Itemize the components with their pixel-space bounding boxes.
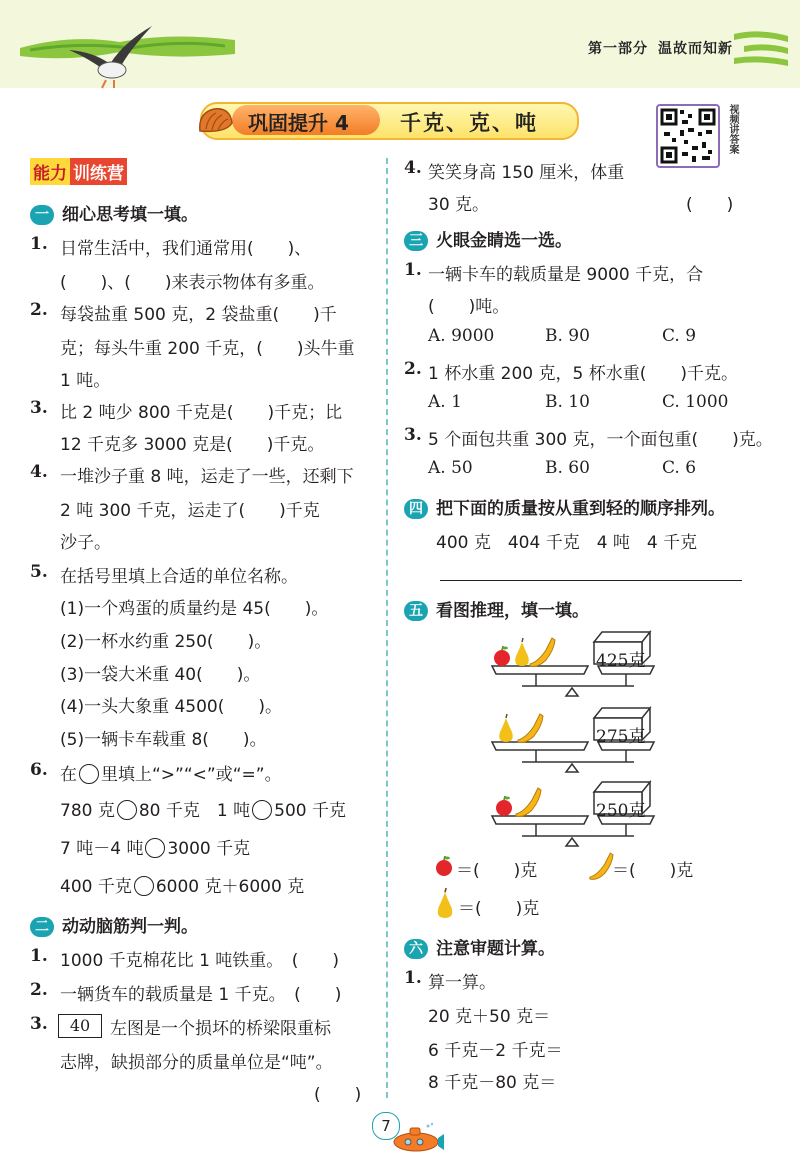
section-6-badge: 六	[404, 939, 428, 959]
choice-2-question: 1 杯水重 200 克，5 杯水重( )千克。	[428, 364, 738, 384]
section-2-title: 动动脑筋判一判。	[62, 917, 198, 937]
judge-4-line-2: 30 克。	[428, 195, 490, 215]
apple-icon	[494, 646, 510, 666]
order-answer-line[interactable]	[440, 580, 742, 581]
q5-item-5: (5)一辆卡车载重 8( )。	[60, 730, 267, 750]
section-6-title: 注意审题计算。	[436, 939, 555, 959]
j2-number: 2.	[30, 980, 48, 1000]
section-3-heading	[404, 226, 572, 251]
section-1-title: 细心思考填一填。	[62, 205, 198, 225]
qr-code-icon[interactable]	[656, 104, 720, 168]
q6-prompt	[60, 760, 282, 785]
q6-row-3-a: 400 千克	[60, 877, 132, 897]
part-label: 第一部分	[588, 41, 648, 57]
section-4-heading	[404, 494, 725, 519]
c2-number: 2.	[404, 359, 422, 379]
weight-2-label: 275克	[596, 727, 646, 747]
calc-prompt: 算一算。	[428, 973, 496, 993]
header-section-label	[588, 38, 743, 58]
q6-number: 6.	[30, 760, 48, 780]
order-items: 400 克 404 千克 4 吨 4 千克	[436, 533, 698, 553]
section-2-badge: 二	[30, 917, 54, 937]
q6-row-1-b: 80 千克 1 吨	[138, 801, 251, 821]
section-4-badge: 四	[404, 499, 428, 519]
choice-3-option-b[interactable]: B. 60	[545, 458, 590, 478]
calc-number: 1.	[404, 968, 422, 988]
choice-2-option-b[interactable]: B. 10	[545, 392, 590, 412]
ability-badge-a: 能力	[30, 158, 70, 185]
choice-1-option-c[interactable]: C. 9	[662, 326, 697, 346]
choice-3-option-a[interactable]: A. 50	[428, 458, 473, 478]
part-subtitle: 温故而知新	[658, 41, 733, 57]
q1-number: 1.	[30, 234, 48, 254]
banana-icon	[516, 788, 541, 816]
q4-line-2: 2 吨 300 千克，运走了( )千克	[60, 501, 320, 521]
pear-weight-blank[interactable]: ＝( )克	[458, 899, 540, 919]
ability-badge	[30, 158, 127, 182]
q4-line-3: 沙子。	[60, 533, 111, 553]
q1-line-2: ( )、( )来表示物体有多重。	[60, 273, 325, 293]
circle-blank-icon	[79, 764, 99, 784]
choice-2-option-c[interactable]: C. 1000	[662, 392, 729, 412]
judge-3-answer[interactable]: ( )	[314, 1085, 362, 1105]
q3-line-1: 比 2 吨少 800 千克是( )千克；比	[60, 403, 343, 423]
lesson-title: 巩固提升 4	[248, 111, 349, 135]
q6-row-2-a: 7 吨－4 吨	[60, 839, 144, 859]
q5-item-2: (2)一杯水约重 250( )。	[60, 632, 272, 652]
q5-prompt: 在括号里填上合适的单位名称。	[60, 567, 298, 587]
section-3-badge: 三	[404, 231, 428, 251]
c1-number: 1.	[404, 260, 422, 280]
shell-icon	[196, 103, 236, 137]
section-5-badge: 五	[404, 601, 428, 621]
pear-icon	[434, 888, 456, 918]
choice-1-line-2: ( )吨。	[428, 297, 510, 317]
choice-3-option-c[interactable]: C. 6	[662, 458, 697, 478]
q6-prompt-a: 在	[60, 765, 77, 785]
choice-3-question: 5 个面包共重 300 克，一个面包重( )克。	[428, 430, 773, 450]
q5-number: 5.	[30, 562, 48, 582]
q3-number: 3.	[30, 398, 48, 418]
pear-icon	[515, 638, 529, 666]
choice-1-line-1: 一辆卡车的载质量是 9000 千克，合	[428, 265, 704, 285]
q2-number: 2.	[30, 300, 48, 320]
q6-row-3-b: 6000 克＋6000 克	[155, 877, 305, 897]
q6-row-1	[60, 796, 346, 821]
lesson-topic: 千克、克、吨	[400, 111, 538, 135]
section-5-title: 看图推理，填一填。	[436, 601, 589, 621]
q6-row-3	[60, 872, 304, 897]
j1-number: 1.	[30, 946, 48, 966]
judge-3-line-1: 左图是一个损坏的桥梁限重标	[110, 1019, 331, 1039]
choice-1-option-a[interactable]: A. 9000	[428, 326, 495, 346]
judge-4-line-1: 笑笑身高 150 厘米，体重	[428, 163, 625, 183]
q5-item-3: (3)一袋大米重 40( )。	[60, 665, 261, 685]
apple-icon	[434, 856, 454, 878]
q6-row-1-a: 780 克	[60, 801, 115, 821]
balance-scales-diagram	[478, 628, 678, 858]
qr-label: 视频讲答案	[727, 104, 738, 154]
section-5-heading	[404, 596, 589, 621]
choice-2-option-a[interactable]: A. 1	[428, 392, 462, 412]
calc-1: 20 克＋50 克＝	[428, 1007, 551, 1027]
q4-line-1: 一堆沙子重 8 吨，运走了一些，还剩下	[60, 467, 354, 487]
compare-circle-1[interactable]	[117, 800, 137, 820]
banana-weight-blank[interactable]: ＝( )克	[612, 861, 694, 881]
section-4-title: 把下面的质量按从重到轻的顺序排列。	[436, 499, 725, 519]
q5-item-4: (4)一头大象重 4500( )。	[60, 697, 283, 717]
judge-2: 一辆货车的载质量是 1 千克。 ( )	[60, 985, 342, 1005]
ability-badge-b: 训练营	[70, 158, 127, 185]
j4-number: 4.	[404, 158, 422, 178]
page-number: 7	[372, 1112, 400, 1140]
judge-4-answer[interactable]: ( )	[686, 195, 734, 215]
section-1-heading	[30, 200, 198, 225]
pear-icon	[499, 714, 513, 742]
section-6-heading	[404, 934, 555, 959]
banana-icon	[588, 852, 614, 880]
section-1-badge: 一	[30, 205, 54, 225]
judge-1: 1000 千克棉花比 1 吨铁重。 ( )	[60, 951, 340, 971]
q2-line-1: 每袋盐重 500 克，2 袋盐重( )千	[60, 305, 337, 325]
q6-row-1-c: 500 千克	[274, 801, 346, 821]
q3-line-2: 12 千克多 3000 克是( )千克。	[60, 435, 325, 455]
banana-icon	[530, 638, 555, 666]
q2-line-2: 克；每头牛重 200 千克，( )头牛重	[60, 339, 355, 359]
q4-number: 4.	[30, 462, 48, 482]
j3-number: 3.	[30, 1014, 48, 1034]
banana-icon	[518, 714, 543, 742]
weight-limit-sign: 40	[58, 1014, 102, 1038]
compare-circle-3[interactable]	[145, 838, 165, 858]
q1-line-1: 日常生活中，我们通常用( )、	[60, 239, 312, 259]
compare-circle-2[interactable]	[252, 800, 272, 820]
weight-1-label: 425克	[596, 651, 646, 671]
apple-weight-blank[interactable]: ＝( )克	[456, 861, 538, 881]
weight-3-label: 250克	[596, 801, 646, 821]
choice-1-option-b[interactable]: B. 90	[545, 326, 590, 346]
q6-prompt-b: 里填上“>”“<”或“=”。	[101, 765, 282, 785]
q2-line-3: 1 吨。	[60, 371, 111, 391]
judge-3-line-2: 志牌，缺损部分的质量单位是“吨”。	[60, 1053, 333, 1073]
c3-number: 3.	[404, 425, 422, 445]
calc-2: 6 千克－2 千克＝	[428, 1041, 563, 1061]
section-3-title: 火眼金睛选一选。	[436, 231, 572, 251]
compare-circle-4[interactable]	[134, 876, 154, 896]
seagull-icon	[64, 22, 156, 90]
q6-row-2-b: 3000 千克	[167, 839, 251, 859]
submarine-icon	[388, 1122, 444, 1152]
calc-3: 8 千克－80 克＝	[428, 1073, 557, 1093]
column-divider	[386, 158, 388, 1098]
q6-row-2	[60, 834, 250, 859]
q5-item-1: (1)一个鸡蛋的质量约是 45( )。	[60, 599, 329, 619]
apple-icon	[496, 796, 512, 816]
section-2-heading	[30, 912, 198, 937]
